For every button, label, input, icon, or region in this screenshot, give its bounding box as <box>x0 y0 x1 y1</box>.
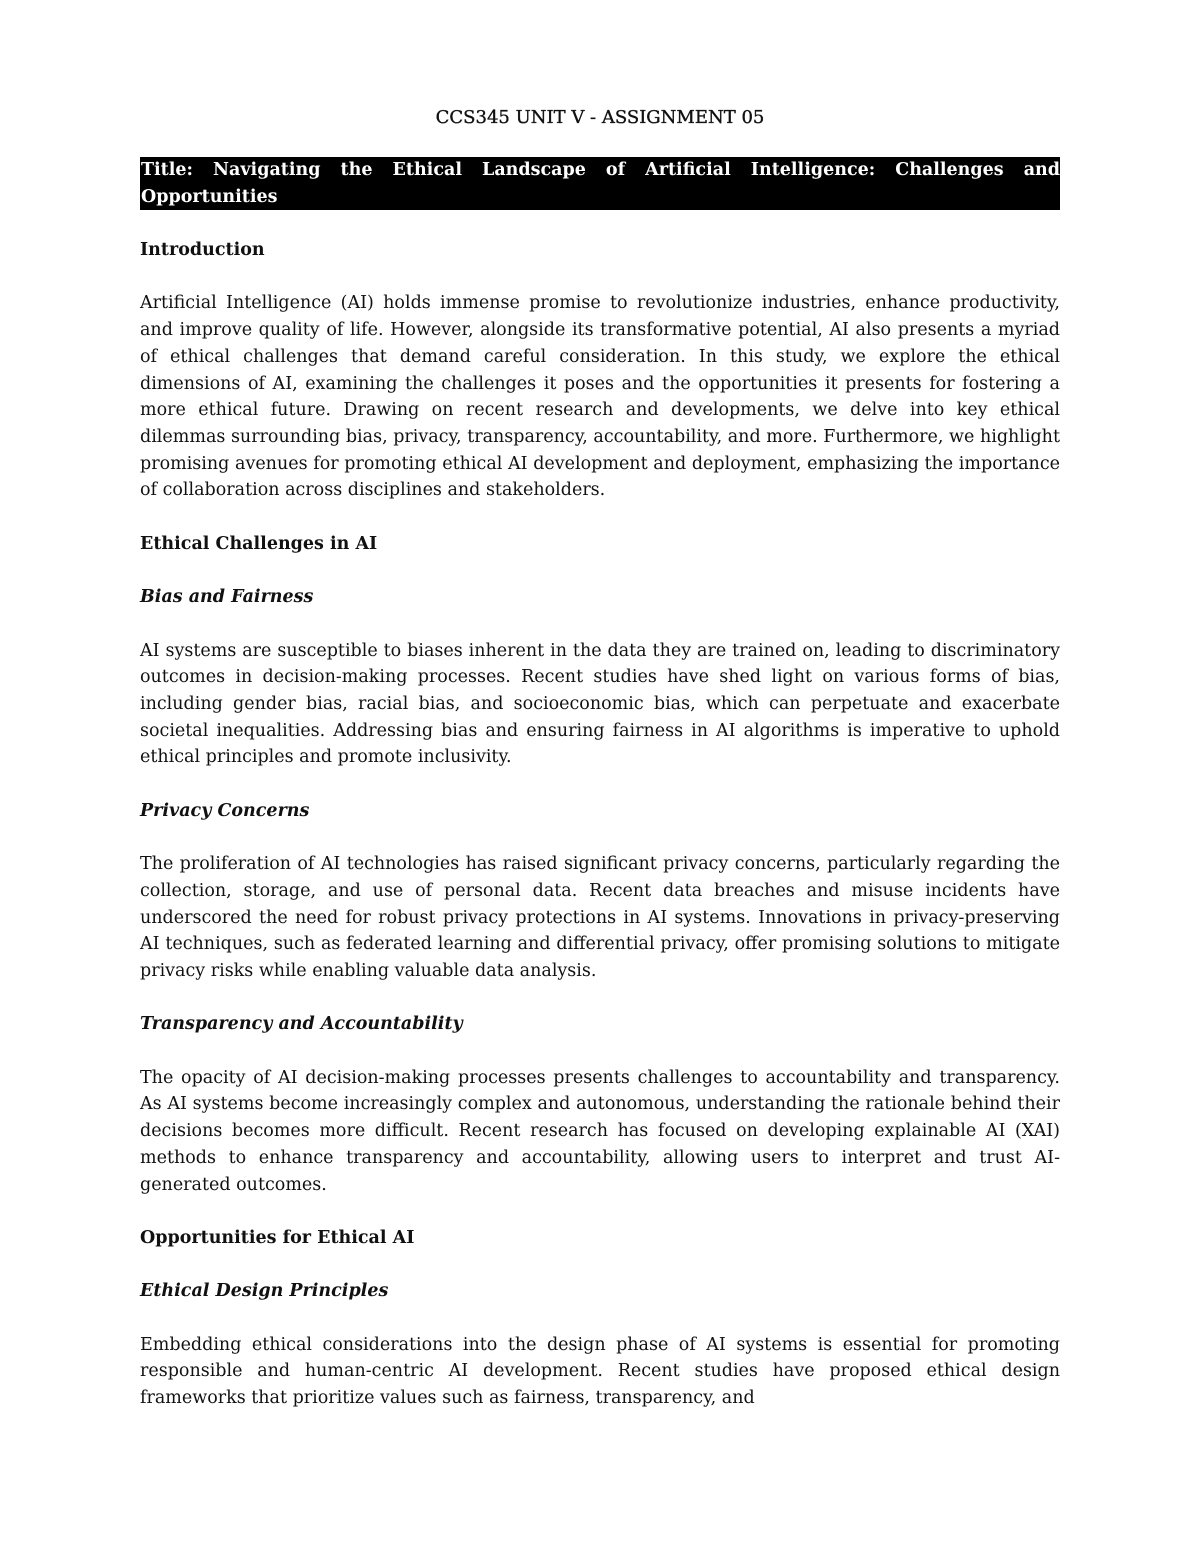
design-principles-paragraph: Embedding ethical considerations into the design phase of AI systems is essential for promoting responsible and human-centric AI development. Recent studies have proposed ethical design frameworks that prioritize values such as fairness, transparency, and <box>140 1334 1060 1409</box>
challenges-heading: Ethical Challenges in AI <box>140 533 378 554</box>
bias-paragraph: AI systems are susceptible to biases inherent in the data they are trained on, leading to discriminatory outcomes in decision-making processes. Recent studies have shed light on various forms of bias, including gender bias, racial bias, and socioeconomic bias, which can perpetuate and exacerbate societal inequalities. Addressing bias and ensuring fairness in AI algorithms is imperative to uphold ethical principles and promote inclusivity. <box>140 640 1060 768</box>
privacy-subheading: Privacy Concerns <box>140 800 310 821</box>
bias-subheading: Bias and Fairness <box>140 587 314 608</box>
document-header: CCS345 UNIT V - ASSIGNMENT 05 <box>435 107 765 128</box>
opportunities-heading: Opportunities for Ethical AI <box>140 1227 415 1248</box>
introduction-paragraph: Artificial Intelligence (AI) holds immense promise to revolutionize industries, enhance productivity, and improve quality of life. However, alongside its transformative potential, AI also presents a myriad of ethical challenges that demand careful consideration. In this study, we explore the ethical dimensions of AI, examining the challenges it poses and the opportunities it presents for fostering a more ethical future. Drawing on recent research and developments, we delve into key ethical dilemmas surrounding bias, privacy, transparency, accountability, and more. Furthermore, we highlight promising avenues for promoting ethical AI development and deployment, emphasizing the importance of collaboration across disciplines and stakeholders. <box>140 293 1060 501</box>
document-title-bar: Title: Navigating the Ethical Landscape of Artificial Intelligence: Challenges and Opportunities <box>140 157 1060 210</box>
transparency-paragraph: The opacity of AI decision-making processes presents challenges to accountability and transparency. As AI systems become increasingly complex and autonomous, understanding the rationale behind their decisions becomes more difficult. Recent research has focused on developing explainable AI (XAI) methods to enhance transparency and accountability, allowing users to interpret and trust AI-generated outcomes. <box>140 1067 1060 1195</box>
document-page <box>140 0 1060 1412</box>
transparency-subheading: Transparency and Accountability <box>140 1014 463 1035</box>
introduction-heading: Introduction <box>140 240 265 261</box>
design-principles-subheading: Ethical Design Principles <box>140 1281 389 1302</box>
privacy-paragraph: The proliferation of AI technologies has raised significant privacy concerns, particularly regarding the collection, storage, and use of personal data. Recent data breaches and misuse incidents have underscored the need for robust privacy protections in AI systems. Innovations in privacy-preserving AI techniques, such as federated learning and differential privacy, offer promising solutions to mitigate privacy risks while enabling valuable data analysis. <box>140 854 1060 981</box>
